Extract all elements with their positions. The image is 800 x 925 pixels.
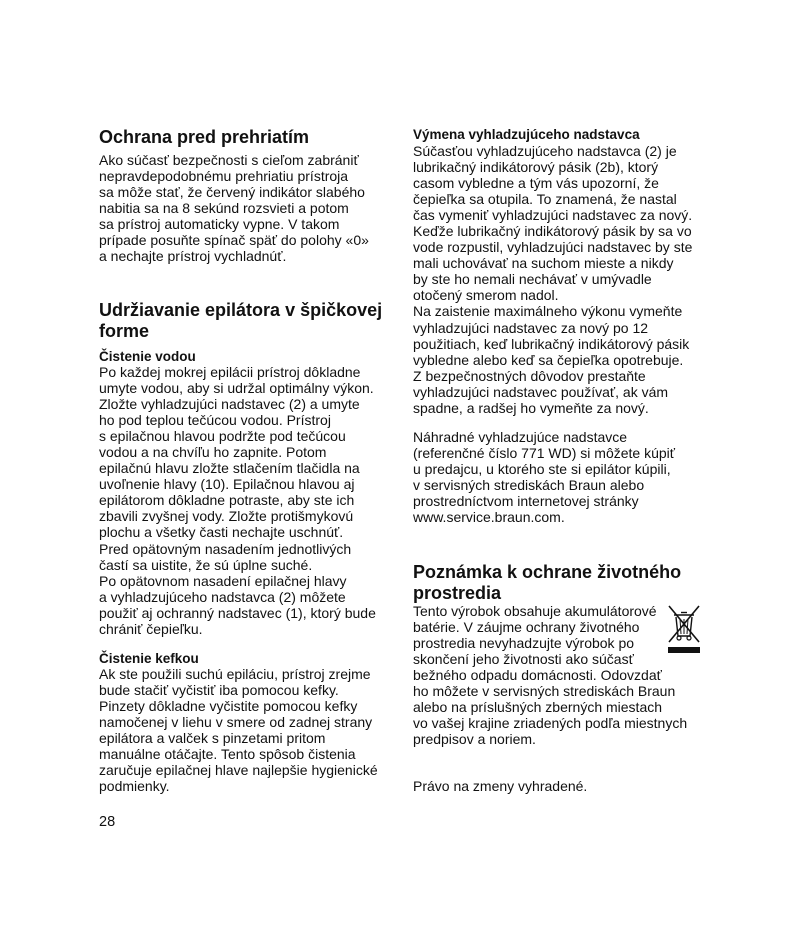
paragraph-water-cleaning: Po každej mokrej epilácii prístroj dôkladne umyte vodou, aby si udržal optimálny výkon. Zložte vyhladzujúci nadstavec (2) a umyte ho pod teplou tečúcou vodou. Prístroj s epilačnou hlavou podržte pod tečúcou vodou a na chvíľu ho zapnite. Potom epilačnú hlavu zložte stlačením tlačidla na uvoľnenie hlavy (10). Epilačnou hlavou aj epilátorom dôkladne potraste, aby ste ich zbavili zvyšnej vody. Zložte protišmykovú plochu a všetky časti nechajte uschnúť. Pred opätovným nasadením jednotlivých častí sa uistite, že sú úplne suché. Po opätovnom nasadení epilačnej hlavy a vyhladzujúceho nadstavca (2) môžete použiť aj ochranný nadstavec (1), ktorý bude chrániť čepieľku. bbox=[99, 364, 376, 637]
subheading-water-cleaning: Čistenie vodou bbox=[99, 349, 196, 364]
paragraph-brush-cleaning: Ak ste použili suchú epiláciu, prístroj zrejme bude stačiť vyčistiť iba pomocou kefky. Pinzety dôkladne vyčistite pomocou kefky namočenej v liehu v smere od zadnej strany epilátora a valček s pinzetami pritom manuálne otáčajte. Tento spôsob čistenia zaručuje epilačnej hlave najlepšie hygienické podmienky. bbox=[99, 666, 378, 795]
heading-environment: Poznámka k ochrane životného prostredia bbox=[413, 562, 682, 603]
paragraph-replacement: Súčasťou vyhladzujúceho nadstavca (2) je lubrikačný indikátorový pásik (2b), ktorý casom vybledne a tým vás upozorní, že čepieľka sa otupila. To znamená, že nastal čas vymeniť vyhladzujúci nadstavec za nový. Keďže lubrikačný indikátorový pásik by sa vo vode rozpustil, vyhladzujúci nadstavec by ste mali uchovávať na suchom mieste a nikdy by ste ho nemali nechávať v umývadle otočený smerom nadol. Na zaistenie maximálneho výkonu vymeňte vyhladzujúci nadstavec za nový po 12 použitiach, keď lubrikačný indikátorový pásik vybledne alebo keď sa čepieľka opotrebuje. Z bezpečnostných dôvodov prestaňte vyhladzujúci nadstavec používať, ak vám spadne, a radšej ho vymeňte za nový. bbox=[413, 143, 693, 416]
paragraph-overheating: Ako súčasť bezpečnosti s cieľom zabrániť nepravdepodobnému prehriatiu prístroja sa môže stať, že červený indikátor slabého nabitia sa na 8 sekúnd rozsvieti a potom sa prístroj automaticky vypne. V takom prípade posuňte spínač späť do polohy «0» a nechajte prístroj vychladnúť. bbox=[99, 152, 369, 265]
paragraph-spare-parts: Náhradné vyhladzujúce nadstavce (referenčné číslo 771 WD) si môžete kúpiť u predajcu, u ktorého ste si epilátor kúpili, v servisných strediskách Braun alebo prostredníctvom internetovej stránky www.service.braun.com. bbox=[413, 429, 676, 526]
heading-maintenance: Udržiavanie epilátora v špičkovej forme bbox=[99, 300, 383, 341]
subheading-brush-cleaning: Čistenie kefkou bbox=[99, 651, 199, 666]
page-number: 28 bbox=[99, 814, 116, 830]
crossed-out-wheelie-bin-icon bbox=[667, 604, 701, 654]
paragraph-environment: Tento výrobok obsahuje akumulátorové batérie. V záujme ochrany životného prostredia nevyhadzujte výrobok po skončení jeho životnosti ako súčasť bežného odpadu domácnosti. Odovzdať ho môžete v servisných strediskách Braun alebo na príslušných zberných miestach vo vašej krajine zriadených podľa miestnych predpisov a noriem. bbox=[413, 603, 688, 748]
heading-overheating: Ochrana pred prehriatím bbox=[99, 127, 310, 147]
rights-reserved-note: Právo na zmeny vyhradené. bbox=[413, 778, 588, 794]
subheading-replacement: Výmena vyhladzujúceho nadstavca bbox=[413, 127, 640, 142]
